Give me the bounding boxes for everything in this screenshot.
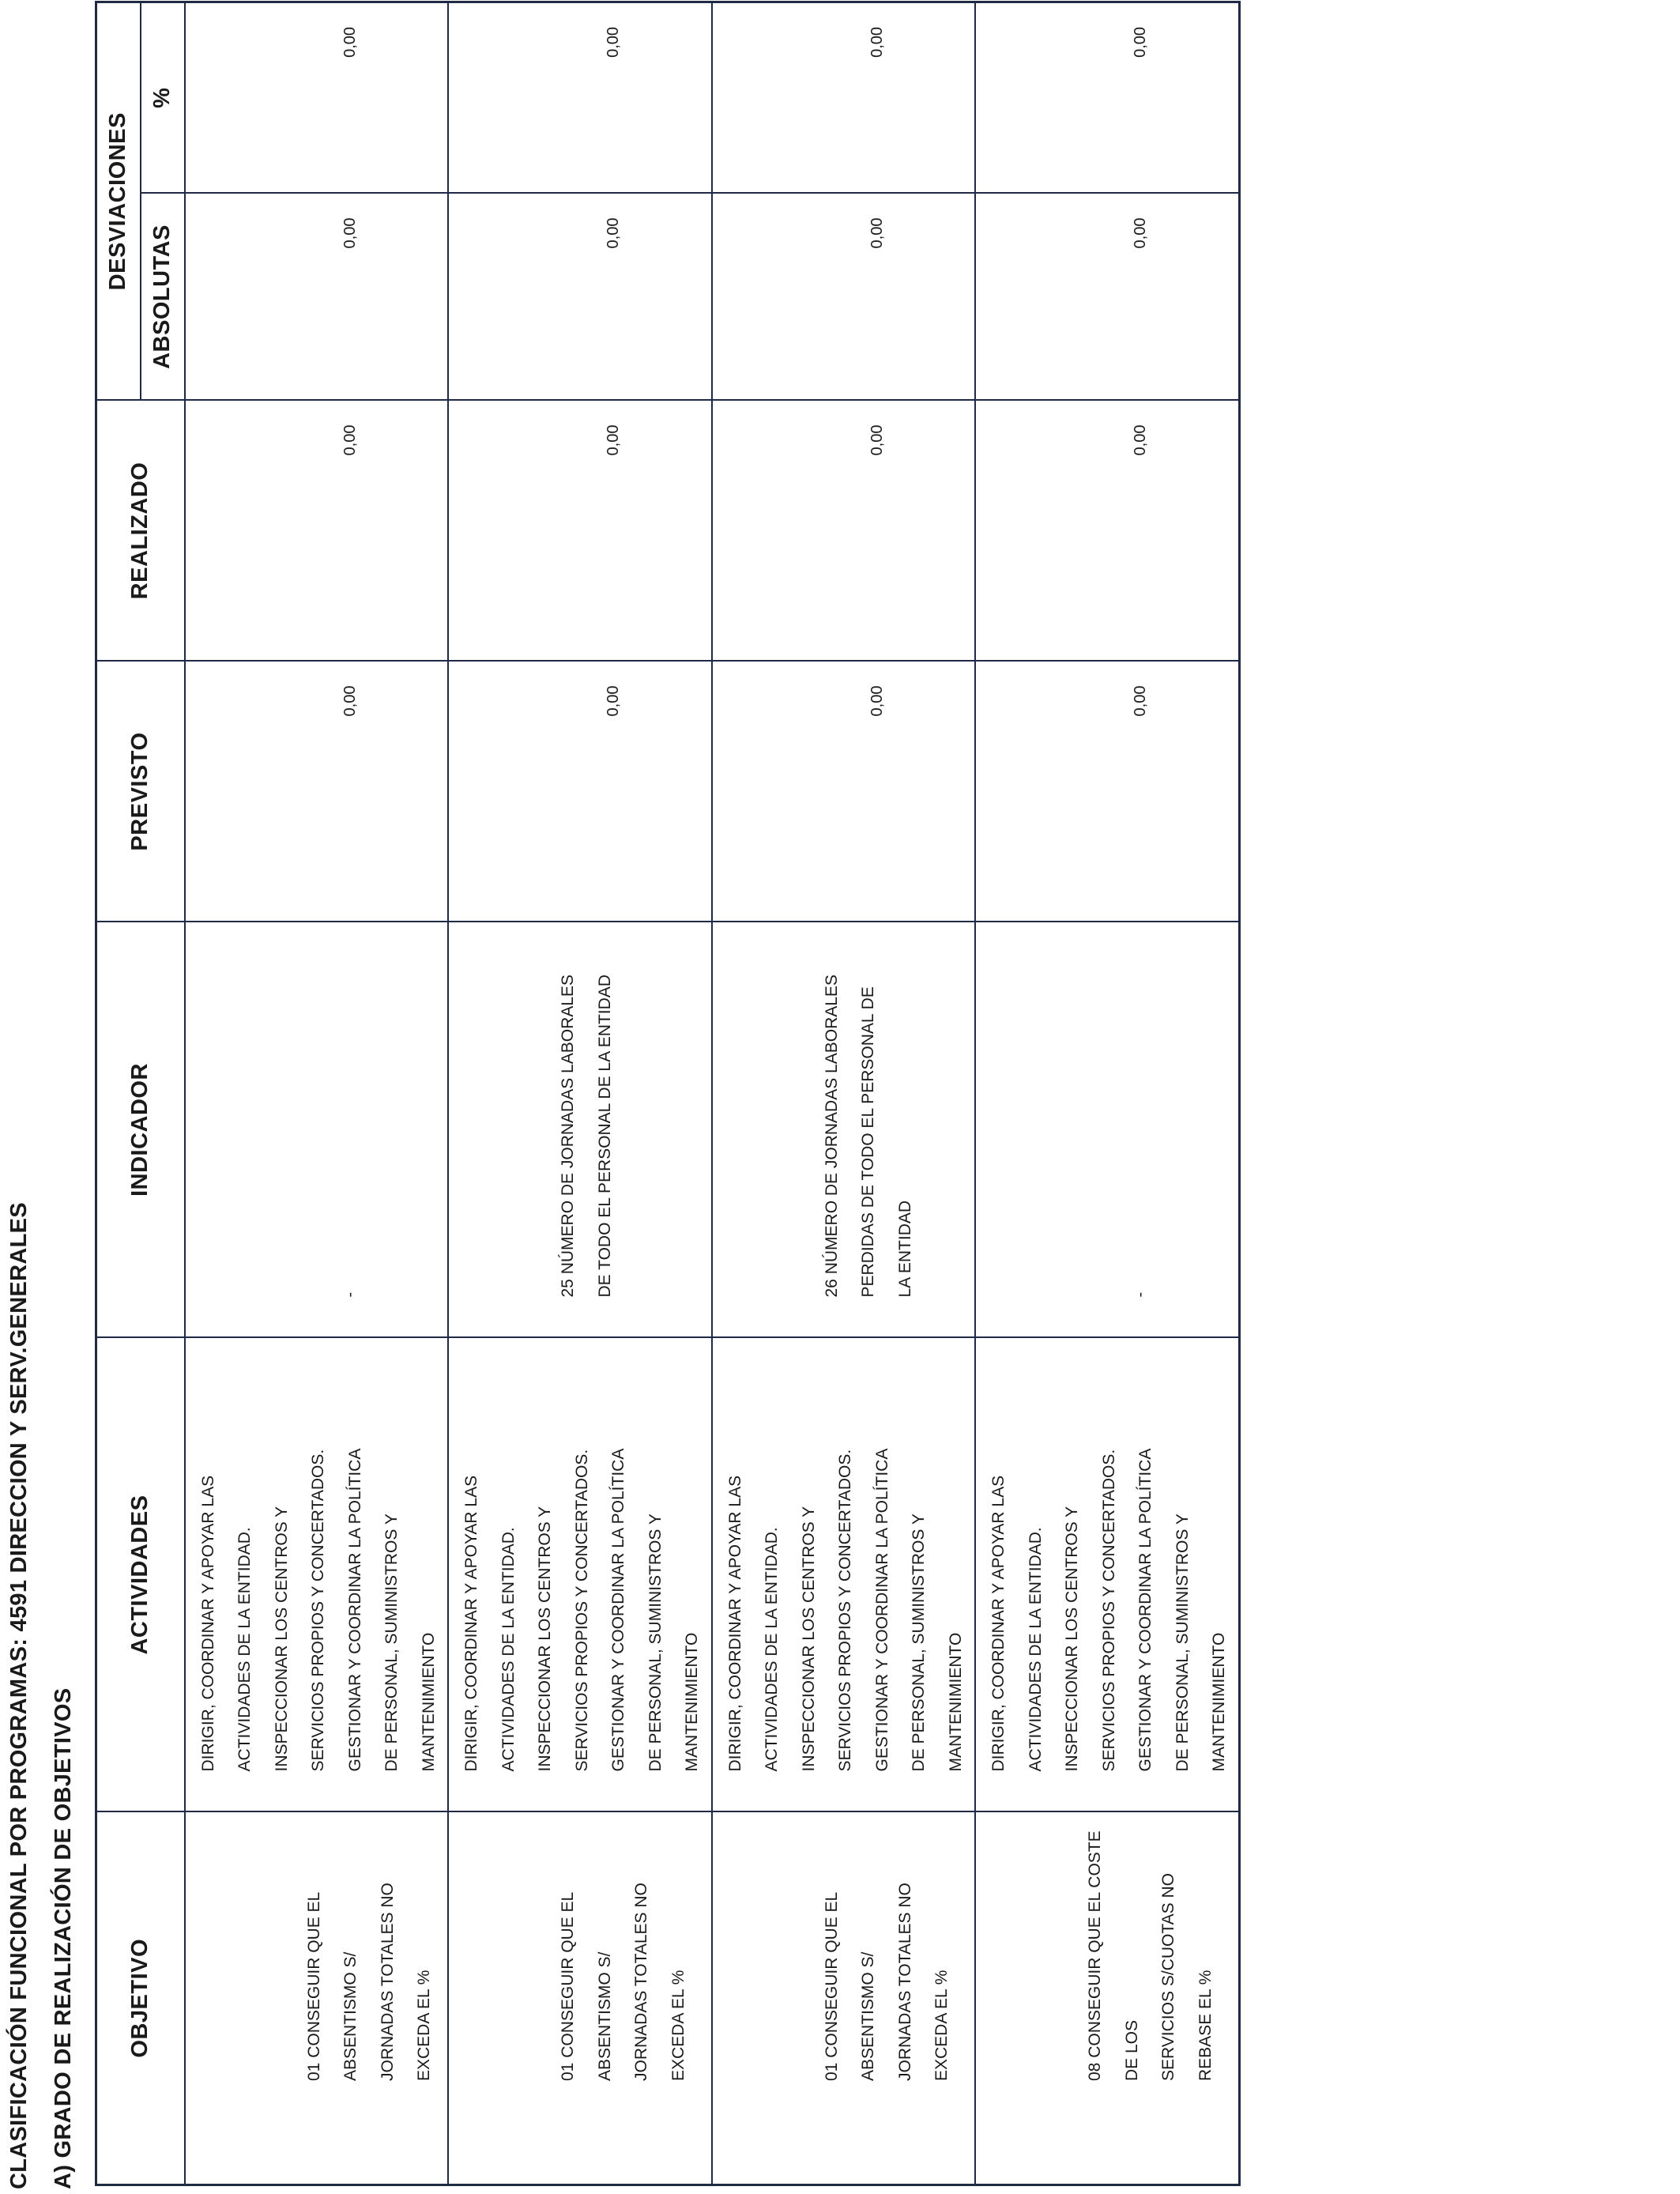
- indicador-cell: [448, 922, 712, 1338]
- col-header-porcentaje: %: [141, 2, 185, 193]
- actividades-cell: [712, 1338, 976, 1812]
- absolutas-cell: [975, 194, 1239, 401]
- col-header-indicador: INDICADOR: [96, 922, 185, 1338]
- section-subtitle: A) GRADO DE REALIZACIÓN DE OBJETIVOS: [51, 1687, 76, 2189]
- col-header-desviaciones: DESVIACIONES: [96, 2, 141, 400]
- porcentaje-value: 0,00: [868, 26, 886, 58]
- actividades-text: DIRIGIR, COORDINAR Y APOYAR LAS ACTIVIDADES DE LA ENTIDAD. INSPECCIONAR LOS CENTROS Y SERVICIOS PROPIOS Y CONCERTADOS. GESTIONAR Y COORDINAR LA POLÍTICA DE PERSONAL, SUMINISTROS Y MANTENIMIENTO: [725, 1448, 965, 1772]
- previsto-cell: [712, 662, 976, 922]
- col-header-absolutas: ABSOLUTAS: [141, 194, 185, 401]
- actividades-cell: [975, 1338, 1239, 1812]
- objetivo-text: 01 CONSEGUIR QUE EL ABSENTISMO S/ JORNADAS TOTALES NO EXCEDA EL %: [822, 1883, 951, 2081]
- col-header-realizado: REALIZADO: [96, 401, 185, 662]
- indicador-cell: [712, 922, 976, 1338]
- col-header-previsto: PREVISTO: [96, 662, 185, 922]
- previsto-cell: [185, 662, 449, 922]
- previsto-cell: [975, 662, 1239, 922]
- realizado-cell: [975, 401, 1239, 662]
- previsto-value: 0,00: [341, 685, 359, 717]
- objetivo-cell: [448, 1812, 712, 2185]
- absolutas-cell: [448, 194, 712, 401]
- indicador-text: 25 NÚMERO DE JORNADAS LABORALES DE TODO EL PERSONAL DE LA ENTIDAD: [559, 974, 614, 1298]
- absolutas-value: 0,00: [1132, 217, 1149, 249]
- realizado-value: 0,00: [341, 424, 359, 456]
- actividades-text: DIRIGIR, COORDINAR Y APOYAR LAS ACTIVIDADES DE LA ENTIDAD. INSPECCIONAR LOS CENTROS Y SERVICIOS PROPIOS Y CONCERTADOS. GESTIONAR Y COORDINAR LA POLÍTICA DE PERSONAL, SUMINISTROS Y MANTENIMIENTO: [989, 1448, 1228, 1772]
- porcentaje-cell: [448, 2, 712, 193]
- previsto-cell: [448, 662, 712, 922]
- indicador-text: -: [1132, 1291, 1149, 1298]
- previsto-value: 0,00: [868, 685, 886, 717]
- report-title: CLASIFICACIÓN FUNCIONAL POR PROGRAMAS: 4591 DIRECCION Y SERV.GENERALES: [6, 1202, 32, 2189]
- objetivo-text: 01 CONSEGUIR QUE EL ABSENTISMO S/ JORNADAS TOTALES NO EXCEDA EL %: [559, 1883, 687, 2081]
- porcentaje-cell: [975, 2, 1239, 193]
- actividades-cell: [185, 1338, 449, 1812]
- table-row: [448, 2, 712, 2185]
- indicador-text: -: [341, 1291, 359, 1298]
- actividades-text: DIRIGIR, COORDINAR Y APOYAR LAS ACTIVIDADES DE LA ENTIDAD. INSPECCIONAR LOS CENTROS Y SERVICIOS PROPIOS Y CONCERTADOS. GESTIONAR Y COORDINAR LA POLÍTICA DE PERSONAL, SUMINISTROS Y MANTENIMIENTO: [198, 1448, 438, 1772]
- col-header-objetivo: OBJETIVO: [96, 1812, 185, 2185]
- objetivo-cell: [185, 1812, 449, 2185]
- objetivo-text: 01 CONSEGUIR QUE EL ABSENTISMO S/ JORNADAS TOTALES NO EXCEDA EL %: [304, 1883, 433, 2081]
- table-row: [712, 2, 976, 2185]
- objetivo-text: 08 CONSEGUIR QUE EL COSTE DE LOS SERVICIOS S/CUOTAS NO REBASE EL %: [1086, 1830, 1215, 2081]
- indicador-text: 26 NÚMERO DE JORNADAS LABORALES PERDIDAS DE TODO EL PERSONAL DE LA ENTIDAD: [822, 974, 914, 1298]
- porcentaje-value: 0,00: [341, 26, 359, 58]
- porcentaje-cell: [712, 2, 976, 193]
- previsto-value: 0,00: [1132, 685, 1149, 717]
- objetivo-cell: [712, 1812, 976, 2185]
- table-row: [975, 2, 1239, 2185]
- actividades-text: DIRIGIR, COORDINAR Y APOYAR LAS ACTIVIDADES DE LA ENTIDAD. INSPECCIONAR LOS CENTROS Y SERVICIOS PROPIOS Y CONCERTADOS. GESTIONAR Y COORDINAR LA POLÍTICA DE PERSONAL, SUMINISTROS Y MANTENIMIENTO: [462, 1448, 701, 1772]
- absolutas-cell: [185, 194, 449, 401]
- absolutas-value: 0,00: [868, 217, 886, 249]
- realizado-cell: [448, 401, 712, 662]
- realizado-value: 0,00: [868, 424, 886, 456]
- porcentaje-cell: [185, 2, 449, 193]
- absolutas-value: 0,00: [341, 217, 359, 249]
- table-row: [185, 2, 449, 2185]
- absolutas-cell: [712, 194, 976, 401]
- absolutas-value: 0,00: [605, 217, 622, 249]
- porcentaje-value: 0,00: [605, 26, 622, 58]
- actividades-cell: [448, 1338, 712, 1812]
- realizado-value: 0,00: [1132, 424, 1149, 456]
- realizado-value: 0,00: [605, 424, 622, 456]
- objectives-table: [95, 1, 1241, 2186]
- objetivo-cell: [975, 1812, 1239, 2185]
- porcentaje-value: 0,00: [1132, 26, 1149, 58]
- realizado-cell: [712, 401, 976, 662]
- indicador-cell: [185, 922, 449, 1338]
- previsto-value: 0,00: [605, 685, 622, 717]
- indicador-cell: [975, 922, 1239, 1338]
- realizado-cell: [185, 401, 449, 662]
- col-header-actividades: ACTIVIDADES: [96, 1338, 185, 1812]
